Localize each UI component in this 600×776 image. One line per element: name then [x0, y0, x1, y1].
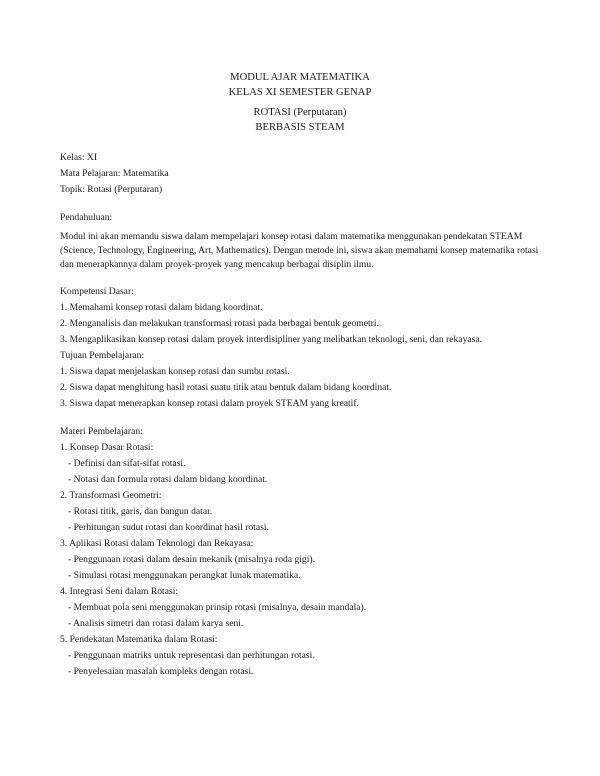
tujuan-item: 1. Siswa dapat menjelaskan konsep rotasi dan sumbu rotasi. — [60, 366, 290, 377]
document-body — [60, 150, 540, 680]
materi-section-title: 1. Konsep Dasar Rotasi: — [60, 442, 154, 453]
title-line-3: ROTASI (Perputaran) — [253, 107, 347, 118]
tujuan-item: 3. Siswa dapat menerapkan konsep rotasi dalam proyek STEAM yang kreatif. — [60, 398, 359, 409]
materi-subitem: - Analisis simetri dan rotasi dalam karya seni. — [68, 618, 244, 629]
kompetensi-heading: Kompetensi Dasar: — [60, 286, 134, 297]
materi-section-title: 2. Transformasi Geometri: — [60, 490, 162, 501]
materi-section-title: 4. Integrasi Seni dalam Rotasi: — [60, 586, 179, 597]
meta-kelas: Kelas: XI — [60, 152, 98, 163]
materi-subitem: - Perhitungan sudut rotasi dan koordinat hasil rotasi. — [68, 522, 269, 533]
kompetensi-item: 2. Menganalisis dan melakukan transformasi rotasi pada berbagai bentuk geometri. — [60, 318, 379, 329]
intro-heading: Pendahuluan: — [60, 212, 113, 223]
materi-subitem: - Simulasi rotasi menggunakan perangkat lunak matematika. — [68, 570, 301, 581]
materi-subitem: - Definisi dan sifat-sifat rotasi. — [68, 458, 186, 469]
materi-subitem: - Penyelesaian masalah kompleks dengan rotasi. — [68, 666, 254, 677]
intro-paragraph: Modul ini akan memandu siswa dalam mempelajari konsep rotasi dalam matematika menggunakan pendekatan STEAM (Science, Technology, Engineering, Art, Mathematics). Dengan metode ini, siswa akan memahami konsep matematika rotasi dan menerapkannya dalam proyek-proyek yang mencakup berbagai disiplin ilmu. — [60, 231, 539, 270]
title-line-1: MODUL AJAR MATEMATIKA — [230, 72, 370, 83]
materi-subitem: - Notasi dan formula rotasi dalam bidang koordinat. — [68, 474, 268, 485]
meta-topik: Topik: Rotasi (Perputaran) — [60, 184, 163, 195]
materi-subitem: - Membuat pola seni menggunakan prinsip rotasi (misalnya, desain mandala). — [68, 602, 367, 613]
tujuan-item: 2. Siswa dapat menghitung hasil rotasi suatu titik atau bentuk dalam bidang koordinat. — [60, 382, 392, 393]
kompetensi-item: 3. Mengaplikasikan konsep rotasi dalam proyek interdisipliner yang melibatkan teknologi, seni, dan rekayasa. — [60, 334, 483, 345]
meta-mata-pelajaran: Mata Pelajaran: Matematika — [60, 168, 169, 179]
materi-subitem: - Rotasi titik, garis, dan bangun datar. — [68, 506, 213, 517]
title-line-2: KELAS XI SEMESTER GENAP — [228, 87, 372, 98]
document-title-block — [0, 70, 600, 135]
materi-heading: Materi Pembelajaran: — [60, 426, 143, 437]
kompetensi-item: 1. Memahami konsep rotasi dalam bidang koordinat. — [60, 302, 263, 313]
title-line-4: BERBASIS STEAM — [255, 122, 345, 133]
materi-section-title: 5. Pendekatan Matematika dalam Rotasi: — [60, 634, 218, 645]
materi-subitem: - Penggunaan matriks untuk representasi dan perhitungan rotasi. — [68, 650, 315, 661]
tujuan-heading: Tujuan Pembelajaran: — [60, 350, 145, 361]
materi-subitem: - Penggunaan rotasi dalam desain mekanik (misalnya roda gigi). — [68, 554, 315, 565]
materi-section-title: 3. Aplikasi Rotasi dalam Teknologi dan Rekayasa: — [60, 538, 254, 549]
